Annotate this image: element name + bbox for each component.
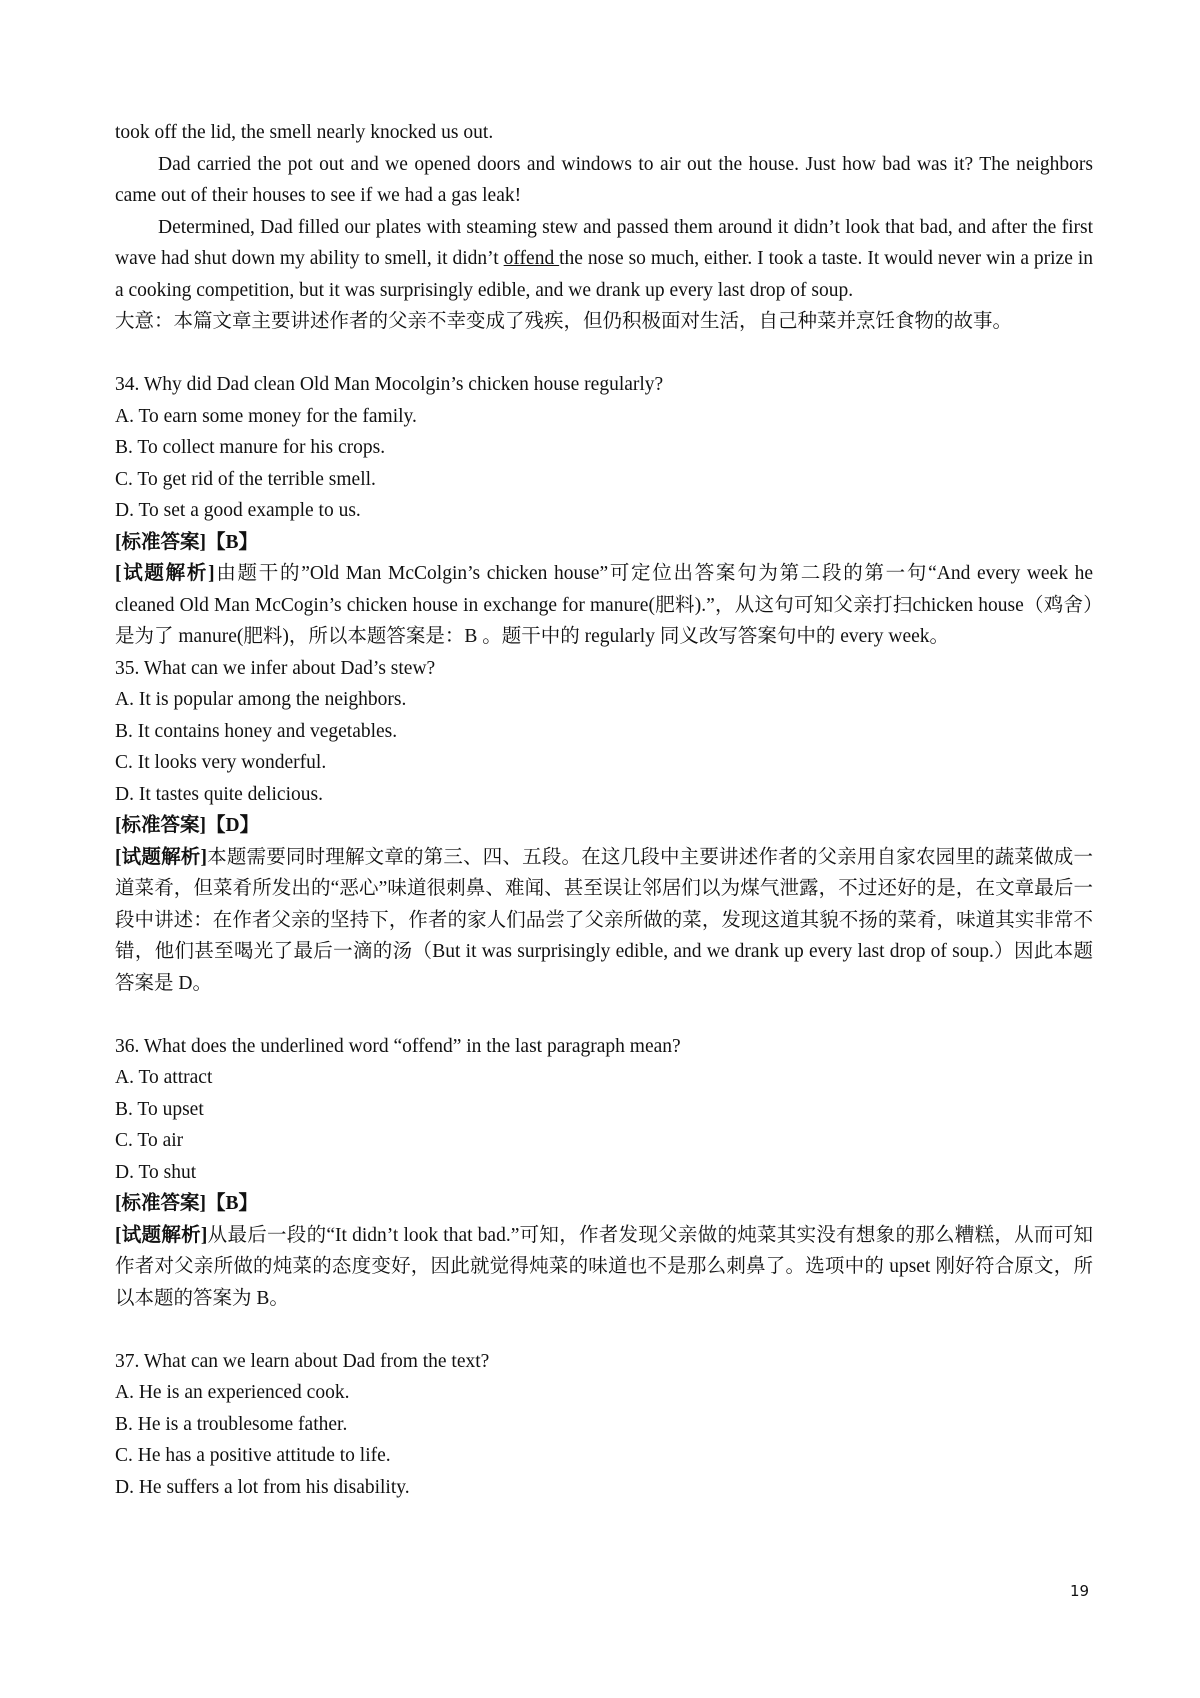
option-b: B. It contains honey and vegetables. [115,720,398,742]
analysis-line [115,842,1093,1000]
passage-paragraph-2: Dad carried the pot out and we opened doors and windows to air out the house. Just how bad was it? The neighbors came out of their houses to see if we had a gas leak! [115,153,1093,206]
underlined-word-offend: offend [503,248,560,269]
answer-label: [标准答案] [115,815,206,836]
analysis-label: [试题解析] [115,846,207,868]
option-b: B. To collect manure for his crops. [115,437,386,458]
question-37 [115,1346,1093,1504]
question-stem: 37. What can we learn about Dad from the text? [115,1350,490,1372]
analysis-text: 本题需要同时理解文章的第三、四、五段。在这几段中主要讲述作者的父亲用自家农园里的蔬菜做成一道菜肴，但菜肴所发出的“恶心”味道很刺鼻、难闻、甚至误让邻居们以为煤气泄露，不过还好的是，在文章最后一段中讲述：在作者父亲的坚持下，作者的家人们品尝了父亲所做的菜，发现这道其貌不扬的菜肴，味道其实非常不错，他们甚至喝光了最后一滴的汤（But it was surprisingly edible, and we drank up every last drop of soup.）因此本题答案是 D。 [115,846,1093,994]
option-a: A. To earn some money for the family. [115,405,417,427]
answer-value: 【D】 [206,815,260,836]
analysis-text: 从最后一段的“It didn’t look that bad.”可知，作者发现父亲做的炖菜其实没有想象的那么糟糕，从而可知作者对父亲所做的炖菜的态度变好，因此就觉得炖菜的味道也不是那么刺鼻了。选项中的 upset 刚好符合原文，所以本题的答案为 B。 [115,1224,1093,1309]
answer-label: [标准答案] [115,531,206,553]
option-c: C. It looks very wonderful. [115,752,327,773]
document-page [115,117,1093,1503]
option-list [115,1062,1093,1188]
analysis-label: [试题解析] [115,1224,208,1246]
question-35 [115,653,1093,1000]
answer-value: 【B】 [206,1193,259,1214]
analysis-label: [试题解析] [115,563,215,584]
option-list [115,1377,1093,1503]
passage-summary: 大意：本篇文章主要讲述作者的父亲不幸变成了残疾，但仍积极面对生活，自己种菜并烹饪食物的故事。 [115,311,1013,332]
answer-label: [标准答案] [115,1193,206,1214]
question-36 [115,1031,1093,1315]
analysis-line [115,558,1093,653]
answer-line [115,1188,1093,1220]
option-b: B. He is a troublesome father. [115,1413,348,1435]
passage-paragraph-3 [115,212,1093,307]
option-d: D. To set a good example to us. [115,500,361,521]
option-a: A. It is popular among the neighbors. [115,689,407,710]
option-c: C. To get rid of the terrible smell. [115,468,376,490]
page-number: 19 [1070,1582,1090,1600]
spacer [115,999,1093,1031]
spacer [115,338,1093,370]
option-d: D. It tastes quite delicious. [115,783,323,805]
option-list [115,401,1093,527]
answer-value: 【B】 [206,531,259,553]
question-stem: 34. Why did Dad clean Old Man Mocolgin’s chicken house regularly? [115,374,664,395]
option-b: B. To upset [115,1098,204,1120]
passage-paragraph-1: took off the lid, the smell nearly knocked us out. [115,122,494,143]
option-d: D. To shut [115,1161,197,1183]
passage-text: the nose so much, either. I took a taste. It would never win a prize in a cooking competition, but it was surprisingly edible, and we drank up every last drop of soup. [115,248,1093,301]
question-stem: 35. What can we infer about Dad’s stew? [115,657,436,679]
answer-line [115,527,1093,559]
option-d: D. He suffers a lot from his disability. [115,1476,410,1498]
question-34 [115,369,1093,653]
option-list [115,684,1093,810]
spacer [115,1314,1093,1346]
analysis-line [115,1220,1093,1315]
option-c: C. To air [115,1130,184,1151]
option-a: A. He is an experienced cook. [115,1382,350,1403]
passage-text: Determined, Dad filled our plates with steaming stew and passed them around it didn’t look that bad, and after the first wave had shut down my ability to smell, it didn’t [115,216,1093,269]
answer-line [115,810,1093,842]
option-c: C. He has a positive attitude to life. [115,1445,391,1466]
option-a: A. To attract [115,1067,213,1088]
analysis-text: 由题干的”Old Man McColgin’s chicken house”可定位出答案句为第二段的第一句“And every week he cleaned Old Man McCogin’s chicken house in exchange for manure(肥料).”，从这句可知父亲打扫chicken house（鸡舍）是为了 manure(肥料)，所以本题答案是：B 。题干中的 regularly 同义改写答案句中的 every week。 [115,563,1093,647]
question-stem: 36. What does the underlined word “offend” in the last paragraph mean? [115,1035,681,1057]
